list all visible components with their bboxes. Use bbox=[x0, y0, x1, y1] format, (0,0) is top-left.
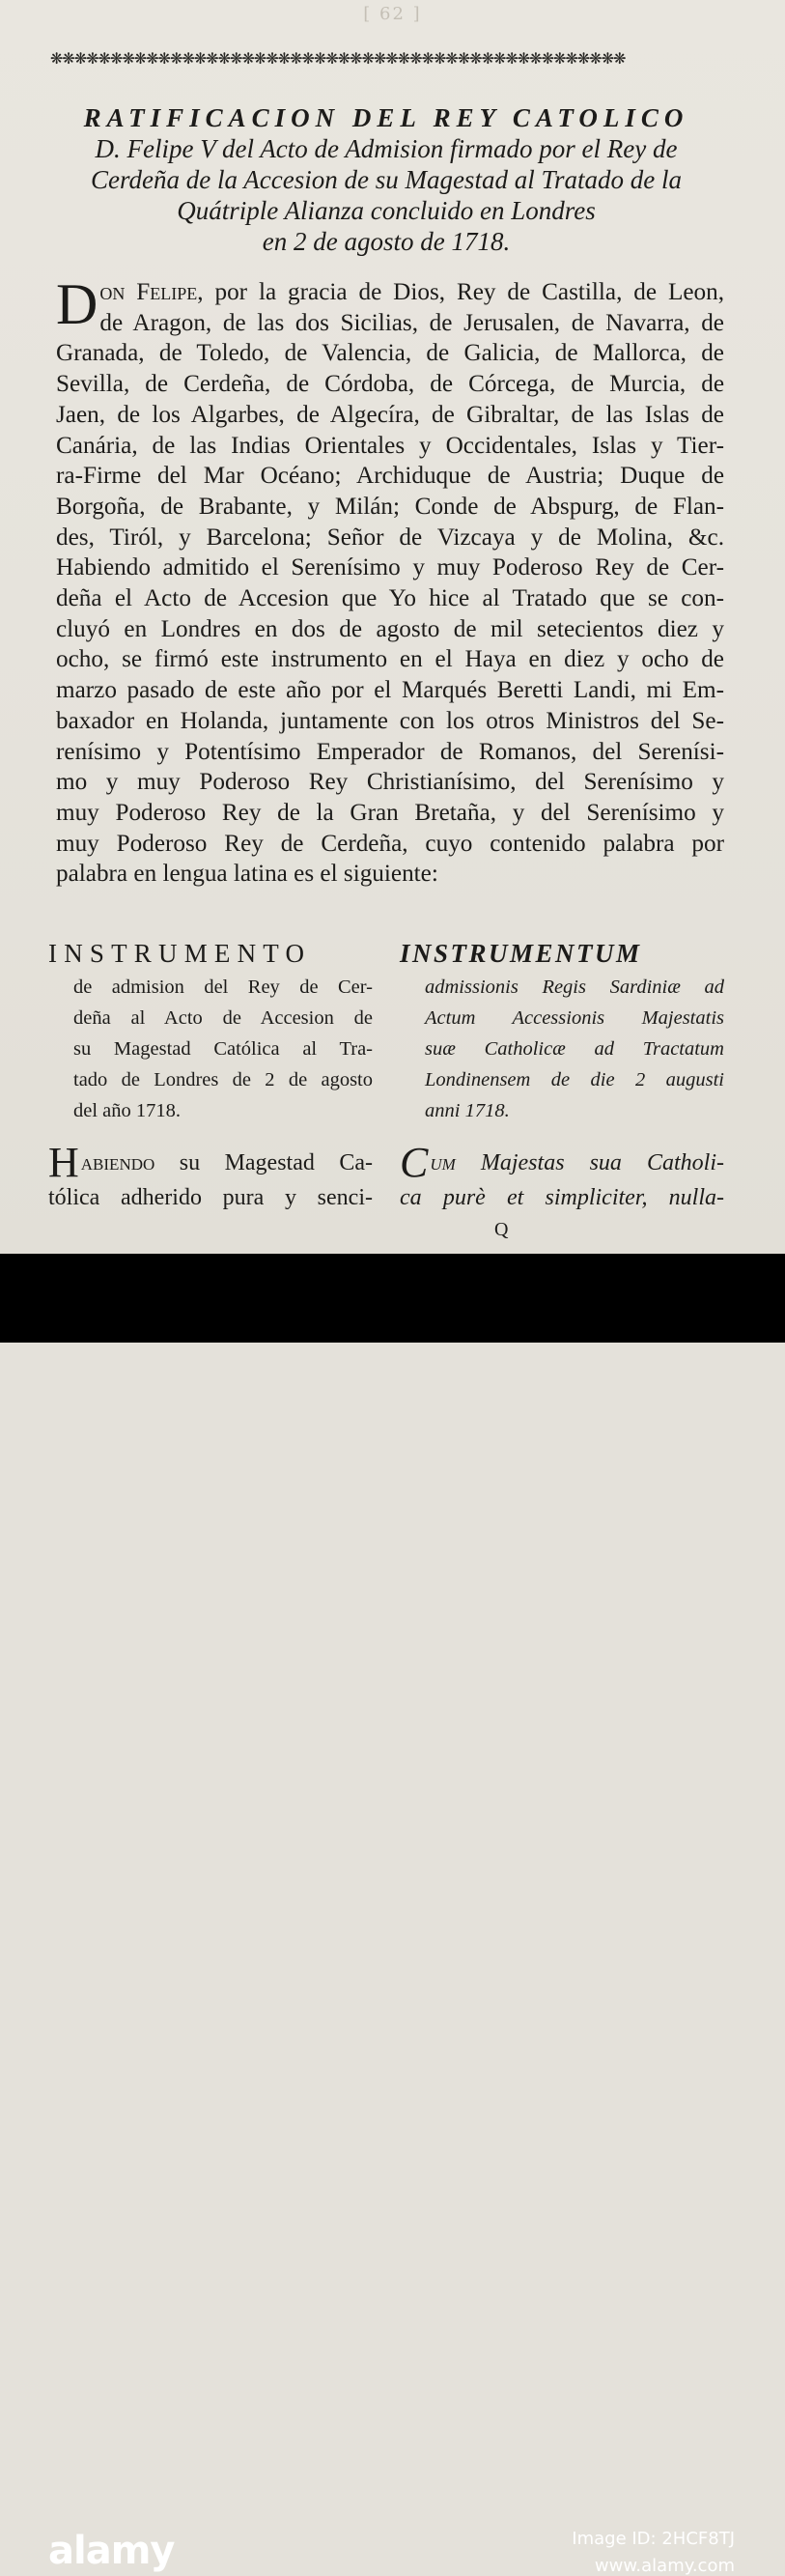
body-line: muy Poderoso Rey de Cerdeña, cuyo contenido palabra por bbox=[56, 830, 724, 857]
subtitle-line: Londinensem de die 2 augusti bbox=[425, 1069, 724, 1090]
subtitle-line: del año 1718. bbox=[73, 1100, 182, 1121]
column-line: tólica adherido pura y senci- bbox=[48, 1185, 373, 1210]
smallcaps-lead: abiendo bbox=[80, 1150, 155, 1175]
title-line-4: Quátriple Alianza concluido en Londres bbox=[177, 196, 596, 225]
page-number: [ 62 ] bbox=[363, 4, 422, 24]
column-heading-spanish: INSTRUMENTO bbox=[48, 939, 312, 968]
title-line-1: RATIFICACION DEL REY CATOLICO bbox=[83, 103, 689, 132]
body-line: Canária, de las Indias Orientales y Occidentales, Islas y Tier- bbox=[56, 432, 724, 459]
title-line-3: Cerdeña de la Accesion de su Magestad al Tratado de la bbox=[91, 165, 682, 194]
image-id-label: Image ID: 2HCF8TJ bbox=[572, 2529, 735, 2549]
body-line: renísimo y Potentísimo Emperador de Romanos, del Serenísi- bbox=[56, 738, 724, 765]
latin-column bbox=[400, 935, 724, 1215]
body-line: Jaen, de los Algarbes, de Algecíra, de Gibraltar, de las Islas de bbox=[56, 401, 724, 428]
body-line-rest: , por la gracia de Dios, Rey de Castilla, de Leon, bbox=[197, 279, 725, 305]
body-line: Borgoña, de Brabante, y Milán; Conde de Abspurg, de Flan- bbox=[56, 493, 724, 520]
catchword: Q bbox=[494, 1219, 509, 1240]
stock-url-link[interactable]: www.alamy.com bbox=[594, 2556, 735, 2576]
column-heading-latin: INSTRUMENTUM bbox=[400, 939, 642, 968]
subtitle-line: deña al Acto de Accesion de bbox=[73, 1007, 373, 1029]
body-line: baxador en Holanda, juntamente con los otros Ministros del Se- bbox=[56, 707, 724, 734]
body-line: ra-Firme del Mar Océano; Archiduque de Austria; Duque de bbox=[56, 463, 724, 490]
subtitle-line: de admision del Rey de Cer- bbox=[73, 977, 373, 998]
body-line: Habiendo admitido el Serenísimo y muy Poderoso Rey de Cer- bbox=[56, 554, 724, 581]
column-line-rest: su Magestad Ca- bbox=[154, 1150, 373, 1175]
column-body-spanish bbox=[48, 1139, 373, 1215]
column-subtitle-spanish bbox=[48, 972, 373, 1126]
subtitle-line: admissionis Regis Sardiniæ ad bbox=[425, 977, 724, 998]
subtitle-line: su Magestad Católica al Tra- bbox=[73, 1038, 373, 1060]
drop-cap: D bbox=[56, 272, 98, 336]
stock-logo: alamy bbox=[48, 2529, 175, 2573]
column-line bbox=[400, 1139, 724, 1186]
document-title bbox=[48, 102, 724, 257]
smallcaps-lead: on Felipe bbox=[99, 279, 198, 305]
column-line-rest: Majestas sua Catholi- bbox=[455, 1150, 724, 1175]
drop-cap: C bbox=[400, 1139, 429, 1186]
body-line: des, Tiról, y Barcelona; Señor de Vizcaya y de Molina, &c. bbox=[56, 524, 724, 551]
stock-footer-bar bbox=[0, 1254, 785, 2576]
subtitle-line: Actum Accessionis Majestatis bbox=[425, 1007, 724, 1029]
body-line: mo y muy Poderoso Rey Christianísimo, del Serenísimo y bbox=[56, 769, 724, 796]
drop-cap: H bbox=[48, 1139, 79, 1186]
subtitle-line: suæ Catholicæ ad Tractatum bbox=[425, 1038, 724, 1060]
column-line bbox=[48, 1139, 373, 1186]
column-body-latin bbox=[400, 1139, 724, 1215]
body-line: muy Poderoso Rey de la Gran Bretaña, y del Serenísimo y bbox=[56, 799, 724, 826]
decorative-border: ❋❋❋❋❋❋❋❋❋❋❋❋❋❋❋❋❋❋❋❋❋❋❋❋❋❋❋❋❋❋❋❋❋❋❋❋❋❋❋❋❋❋❋❋❋❋❋❋ bbox=[50, 49, 626, 68]
title-line-5: en 2 de agosto de 1718. bbox=[262, 227, 511, 256]
subtitle-line: tado de Londres de 2 de agosto bbox=[73, 1069, 373, 1090]
body-line: de Aragon, de las dos Sicilias, de Jerusalen, de Navarra, de bbox=[99, 309, 724, 336]
book-page bbox=[0, 0, 785, 1254]
title-line-2: D. Felipe V del Acto de Admision firmado por el Rey de bbox=[95, 134, 678, 163]
spanish-column bbox=[48, 935, 373, 1215]
body-line: deña el Acto de Accesion que Yo hice al Tratado que se con- bbox=[56, 585, 724, 612]
body-line: Granada, de Toledo, de Valencia, de Galicia, de Mallorca, de bbox=[56, 340, 724, 367]
body-line: ocho, se firmó este instrumento en el Haya en diez y ocho de bbox=[56, 646, 724, 673]
body-paragraph bbox=[56, 272, 725, 890]
subtitle-line: anni 1718. bbox=[425, 1100, 510, 1121]
body-line: Sevilla, de Cerdeña, de Córdoba, de Córcega, de Murcia, de bbox=[56, 371, 724, 398]
column-subtitle-latin bbox=[400, 972, 724, 1126]
body-line: palabra en lengua latina es el siguiente: bbox=[56, 861, 438, 888]
body-line: cluyó en Londres en dos de agosto de mil setecientos diez y bbox=[56, 615, 724, 642]
body-line: marzo pasado de este año por el Marqués Beretti Landi, mi Em- bbox=[56, 677, 724, 704]
column-line: ca purè et simpliciter, nulla- bbox=[400, 1185, 724, 1210]
smallcaps-lead: um bbox=[430, 1150, 456, 1175]
